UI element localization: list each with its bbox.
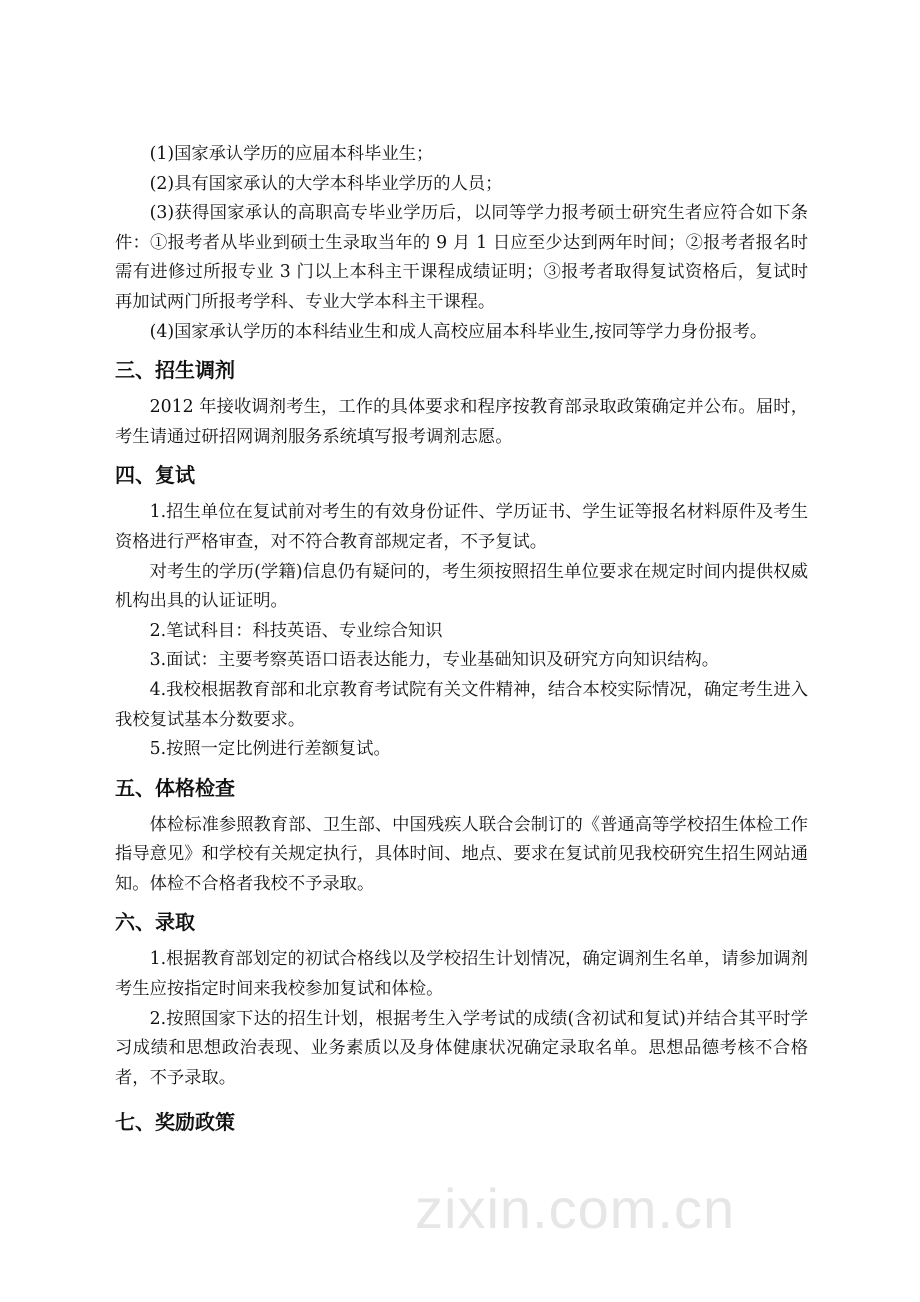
section-retest — [115, 460, 808, 764]
paragraph: 5.按照一定比例进行差额复试。 — [149, 739, 391, 760]
section-rewards — [115, 1107, 808, 1137]
paragraph: 1.招生单位在复试前对考生的有效身份证件、学历证书、学生证等报名材料原件及考生资格进行严格审查，对不符合教育部规定者，不予复试。 — [115, 502, 808, 552]
paragraph: 2.笔试科目：科技英语、专业综合知识 — [149, 620, 443, 641]
section-physical-exam — [115, 773, 808, 900]
section-heading: 三、招生调剂 — [115, 358, 235, 383]
section-heading: 六、录取 — [115, 910, 195, 935]
watermark: zixin.com.cn — [415, 1177, 736, 1241]
paragraph: 1.根据教育部划定的初试合格线以及学校招生计划情况，确定调剂生名单，请参加调剂考生应按指定时间来我校参加复试和体检。 — [115, 949, 808, 1000]
paragraph: 2012 年接收调剂考生，工作的具体要求和程序按教育部录取政策确定并公布。届时，考生请通过研招网调剂服务系统填写报考调剂志愿。 — [115, 397, 808, 447]
paragraph: 体检标准参照教育部、卫生部、中国残疾人联合会制订的《普通高等学校招生体检工作指导意见》和学校有关规定执行，具体时间、地点、要求在复试前见我校研究生招生网站通知。体检不合格者我校不予录取。 — [115, 814, 808, 894]
list-item: (4)国家承认学历的本科结业生和成人高校应届本科毕业生,按同等学力身份报考。 — [149, 321, 768, 342]
eligibility-list — [115, 140, 808, 347]
paragraph: 2.按照国家下达的招生计划，根据考生入学考试的成绩(含初试和复试)并结合其平时学习成绩和思想政治表现、业务素质以及身体健康状况确定录取名单。思想品德考核不合格者，不予录取。 — [115, 1008, 808, 1088]
section-adjustment — [115, 355, 808, 452]
list-item: (2)具有国家承认的大学本科毕业学历的人员； — [149, 173, 503, 194]
paragraph: 4.我校根据教育部和北京教育考试院有关文件精神，结合本校实际情况，确定考生进入我校复试基本分数要求。 — [115, 679, 808, 730]
paragraph: 对考生的学历(学籍)信息仍有疑问的，考生须按照招生单位要求在规定时间内提供权威机构出具的认证证明。 — [115, 561, 808, 612]
list-item: (3)获得国家承认的高职高专毕业学历后，以同等学力报考硕士研究生者应符合如下条件：①报考者从毕业到硕士生录取当年的 9 月 1 日应至少达到两年时间；②报考者报名时需有进修过所报专业 3 门以上本科主干课程成绩证明；③报考者取得复试资格后，复试时再加试两门所报考学科、专业大学本科主干课程。 — [115, 203, 808, 312]
paragraph: 3.面试：主要考察英语口语表达能力，专业基础知识及研究方向知识结构。 — [149, 650, 720, 671]
section-heading: 五、体格检查 — [115, 775, 235, 800]
list-item: (1)国家承认学历的应届本科毕业生； — [149, 144, 434, 164]
section-heading: 七、奖励政策 — [115, 1110, 235, 1135]
section-admission — [115, 907, 808, 1093]
section-heading: 四、复试 — [115, 463, 195, 488]
